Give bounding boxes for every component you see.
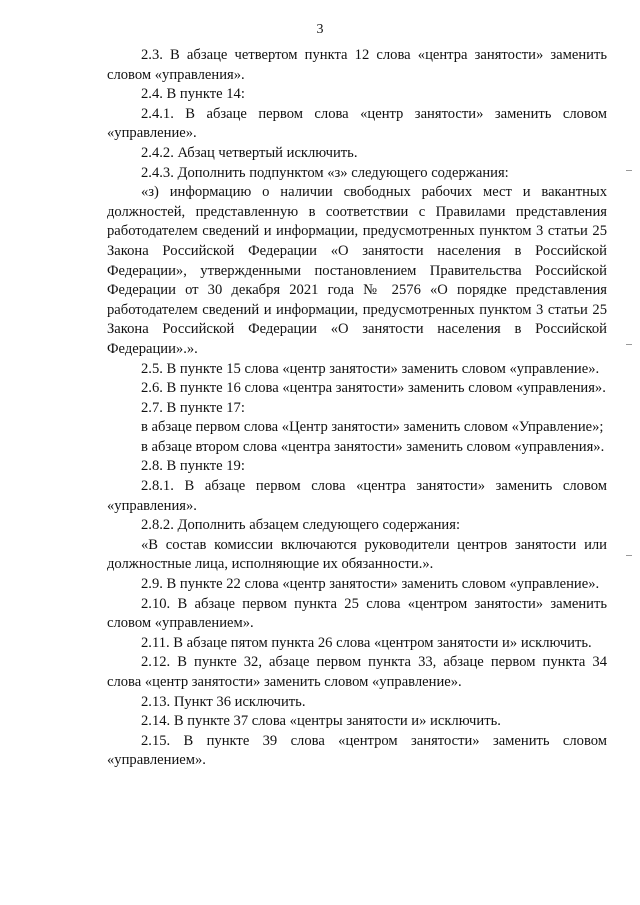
paragraph-subpoint-z: «з) информацию о наличии свободных рабочих мест и вакантных должностей, представленную в соответствии с Правилами представления работодателем сведений и информации, предусмотренных пунктом 3 статьи 25 Закона Российской Федерации «О занятости населения в Российской Федерации», утвержденными постановлением Правительства Российской Федерации от 30 декабря 2021 года № 2576 «О порядке представления работодателем сведений и информации, предусмотренных пунктом 3 статьи 25 Закона Российской Федерации «О занятости населения в Российской Федерации».». bbox=[107, 184, 607, 357]
paragraph-2-4: 2.4. В пункте 14: bbox=[141, 86, 245, 103]
paragraph-2-10: 2.10. В абзаце первом пункта 25 слова «центром занятости» заменить словом «управлением». bbox=[107, 595, 607, 632]
paragraph-2-14: 2.14. В пункте 37 слова «центры занятости и» исключить. bbox=[141, 713, 501, 730]
margin-mark bbox=[626, 170, 632, 171]
paragraph-2-8-2: 2.8.2. Дополнить абзацем следующего содержания: bbox=[141, 517, 461, 534]
paragraph-2-7-first: в абзаце первом слова «Центр занятости» заменить словом «Управление»; bbox=[141, 419, 604, 436]
paragraph-2-12: 2.12. В пункте 32, абзаце первом пункта 33, абзаце первом пункта 34 слова «центр занятости» заменить словом «управление». bbox=[107, 654, 607, 690]
paragraph-2-7-second: в абзаце втором слова «центра занятости» заменить словом «управления». bbox=[141, 438, 605, 455]
document-body bbox=[107, 46, 607, 771]
margin-mark bbox=[626, 555, 632, 556]
paragraph-2-3: 2.3. В абзаце четвертом пункта 12 слова «центра занятости» заменить словом «управления». bbox=[107, 47, 607, 83]
paragraph-2-6: 2.6. В пункте 16 слова «центра занятости» заменить словом «управления». bbox=[141, 380, 606, 397]
paragraph-2-15: 2.15. В пункте 39 слова «центром занятости» заменить словом «управлением». bbox=[107, 732, 607, 769]
paragraph-commission: «В состав комиссии включаются руководители центров занятости или должностные лица, исполняющие их обязанности.». bbox=[107, 536, 607, 573]
paragraph-2-5: 2.5. В пункте 15 слова «центр занятости» заменить словом «управление». bbox=[141, 360, 600, 377]
paragraph-2-4-3: 2.4.3. Дополнить подпунктом «з» следующего содержания: bbox=[141, 164, 509, 181]
page-number: 3 bbox=[316, 22, 324, 37]
paragraph-2-8: 2.8. В пункте 19: bbox=[141, 458, 245, 475]
paragraph-2-4-1: 2.4.1. В абзаце первом слова «центр занятости» заменить словом «управление». bbox=[107, 105, 607, 142]
paragraph-2-11: 2.11. В абзаце пятом пункта 26 слова «центром занятости и» исключить. bbox=[141, 634, 592, 651]
paragraph-2-8-1: 2.8.1. В абзаце первом слова «центра занятости» заменить словом «управления». bbox=[107, 478, 607, 514]
paragraph-2-7: 2.7. В пункте 17: bbox=[141, 399, 245, 416]
paragraph-2-13: 2.13. Пункт 36 исключить. bbox=[141, 693, 306, 710]
paragraph-2-9: 2.9. В пункте 22 слова «центр занятости» заменить словом «управление». bbox=[141, 576, 600, 593]
paragraph-2-4-2: 2.4.2. Абзац четвертый исключить. bbox=[141, 144, 358, 161]
margin-mark bbox=[626, 344, 632, 345]
